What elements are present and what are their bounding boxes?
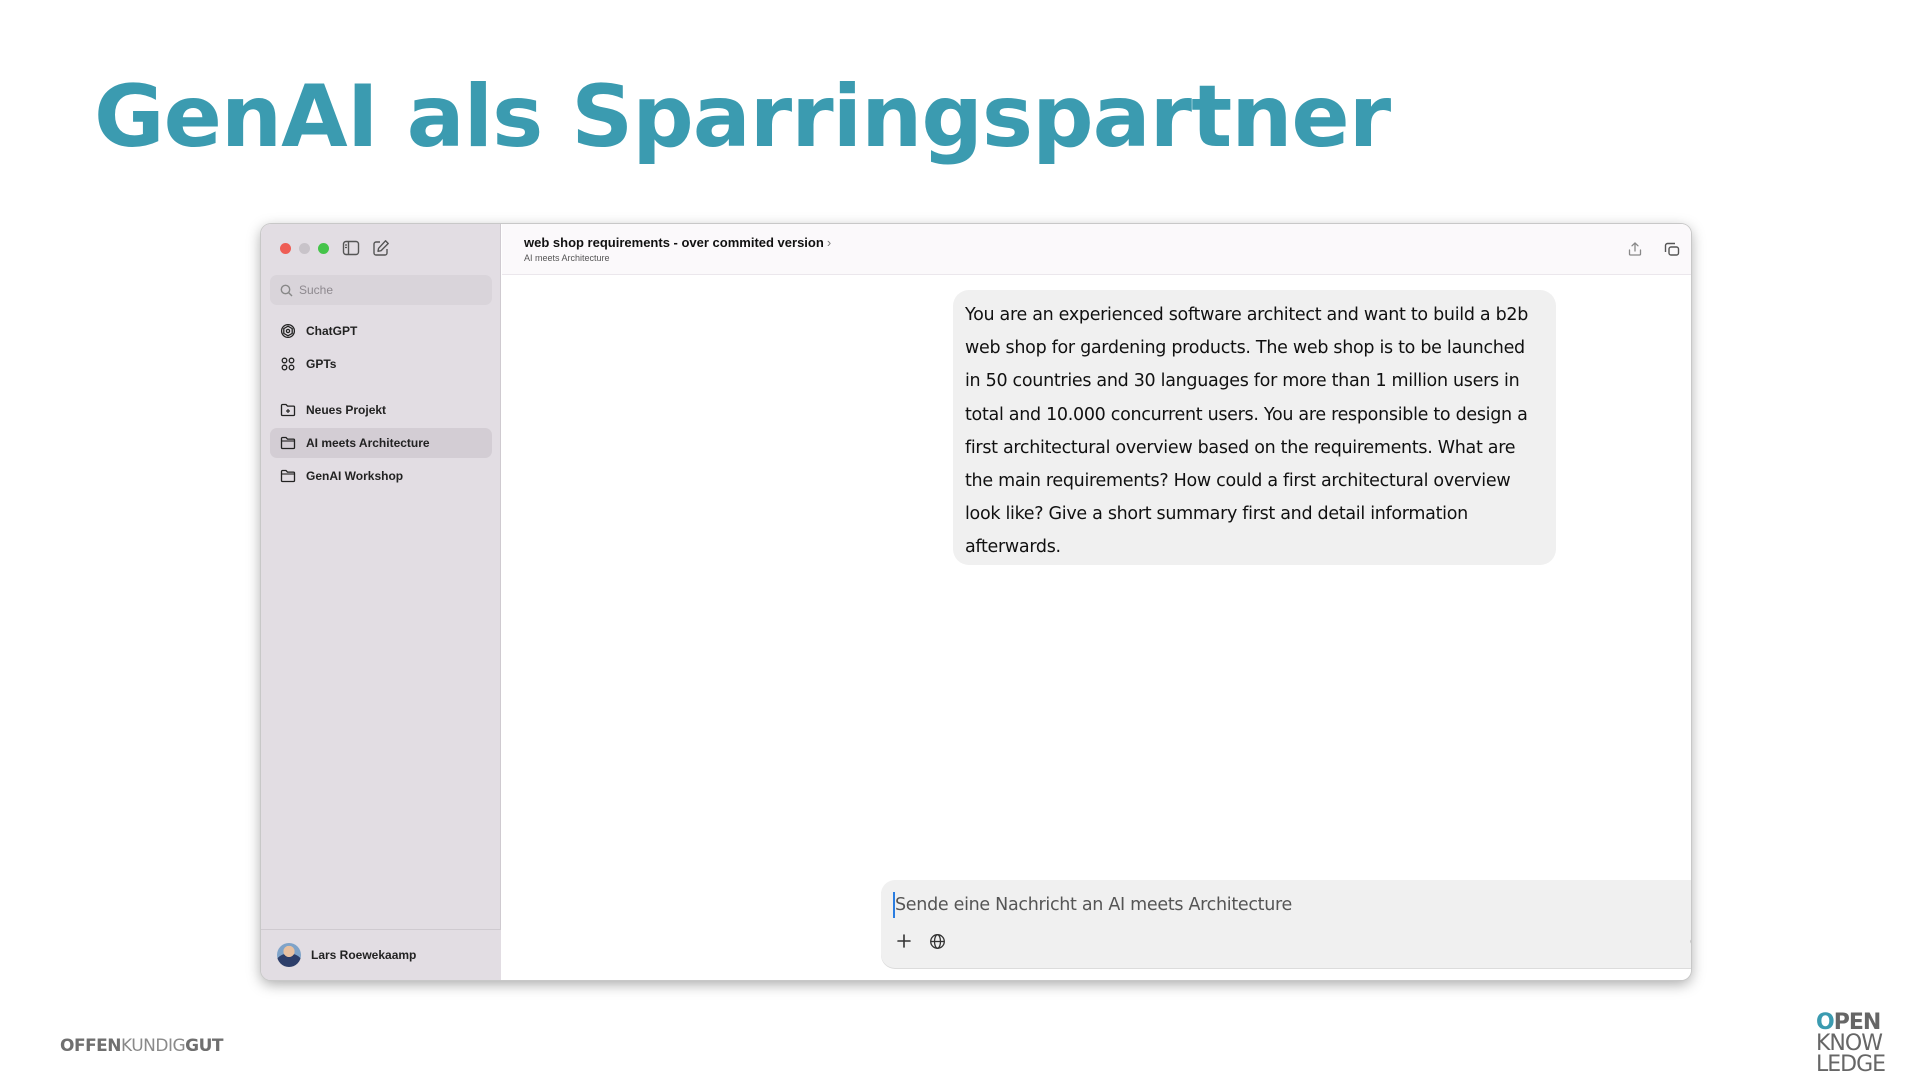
sidebar-item-neues-projekt[interactable] — [270, 395, 492, 425]
logo-text-pen: PEN — [1833, 1010, 1881, 1035]
chat-header — [502, 224, 1691, 275]
sidebar-item-ai-meets-architecture[interactable] — [270, 428, 492, 458]
logo-text-kundig: KUNDIG — [121, 1036, 186, 1056]
app-window — [261, 224, 1691, 980]
logo-o: O — [1816, 1010, 1834, 1035]
chat-title: web shop requirements - over commited version — [524, 235, 824, 250]
sidebar-item-gpts[interactable] — [270, 349, 492, 379]
sidebar-item-genai-workshop[interactable] — [270, 461, 492, 491]
search-icon — [280, 284, 293, 297]
share-icon[interactable] — [1624, 238, 1646, 260]
message-composer — [881, 880, 1691, 968]
sidebar — [261, 224, 501, 980]
minimize-window-button[interactable] — [299, 243, 310, 254]
sidebar-item-label: ChatGPT — [306, 324, 358, 338]
new-folder-icon — [280, 403, 296, 417]
folder-icon — [280, 436, 296, 450]
user-message-bubble: You are an experienced software architect and want to build a b2b web shop for gardening products. The web shop is to be launched in 50 countries and 30 languages for more than 1 million users in total and 10.000 concurrent users. You are responsible to design a first architectural overview based on the requirements. What are the main requirements? How could a first architectural overview look like? Give a short summary first and detail information afterwards. — [953, 290, 1556, 565]
window-controls — [280, 243, 329, 254]
search-input[interactable] — [299, 283, 479, 297]
folder-icon — [280, 469, 296, 483]
avatar — [277, 943, 301, 967]
user-profile[interactable] — [261, 929, 501, 980]
plus-icon[interactable] — [893, 930, 915, 952]
sidebar-item-label: GPTs — [306, 357, 337, 371]
zoom-window-button[interactable] — [318, 243, 329, 254]
sidebar-item-label: GenAI Workshop — [306, 469, 404, 483]
project-name: AI meets Architecture — [524, 253, 610, 263]
offenkundiggut-logo — [60, 1036, 223, 1056]
new-chat-icon[interactable] — [370, 237, 392, 259]
sidebar-item-chatgpt[interactable] — [270, 316, 492, 346]
main-panel — [502, 224, 1691, 980]
open-knowledge-logo — [1816, 1012, 1885, 1075]
chevron-right-icon: › — [826, 235, 832, 250]
close-window-button[interactable] — [280, 243, 291, 254]
logo-text-gut: GUT — [185, 1036, 224, 1056]
message-input[interactable] — [893, 892, 1691, 918]
chat-title-button[interactable] — [524, 235, 831, 250]
logo-text-know: KNOW — [1816, 1031, 1882, 1056]
sidebar-item-label: AI meets Architecture — [306, 436, 430, 450]
user-name: Lars Roewekaamp — [311, 948, 417, 962]
new-window-icon[interactable] — [1661, 238, 1683, 260]
slide-title: GenAI als Sparringspartner — [94, 67, 1391, 167]
search-field[interactable] — [270, 275, 492, 305]
globe-icon[interactable] — [926, 930, 948, 952]
logo-text-offen: OFFEN — [60, 1036, 122, 1056]
logo-text-ledge: LEDGE — [1816, 1052, 1886, 1077]
sidebar-toggle-icon[interactable] — [340, 237, 362, 259]
sidebar-item-label: Neues Projekt — [306, 403, 387, 417]
grid-icon — [280, 356, 296, 372]
record-icon[interactable] — [1687, 930, 1691, 952]
openai-logo-icon — [280, 323, 296, 339]
